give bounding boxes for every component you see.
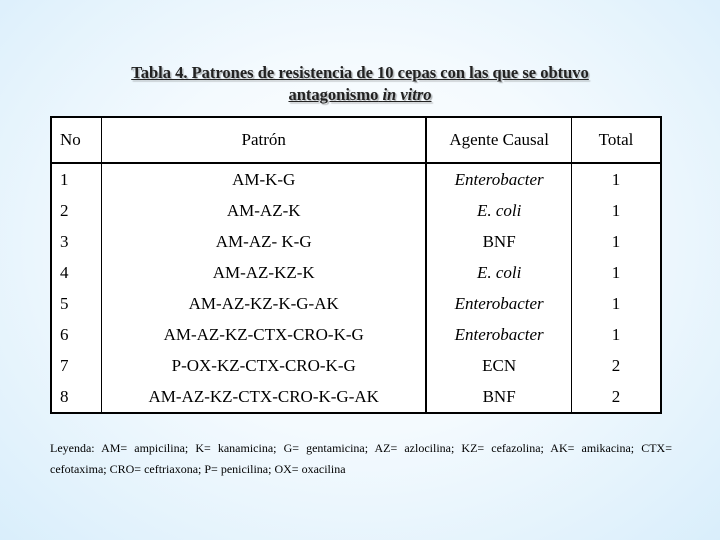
cell-no: 7: [51, 350, 102, 381]
cell-agent: E. coli: [426, 257, 571, 288]
cell-total: 1: [611, 200, 621, 220]
cell-no: 8: [51, 381, 102, 413]
table-row: [51, 319, 661, 350]
cell-total: 1: [611, 169, 621, 189]
cell-pattern: P-OX-KZ-CTX-CRO-K-G: [102, 350, 427, 381]
cell-agent: Enterobacter: [426, 288, 571, 319]
cell-pattern: AM-AZ-K: [102, 195, 427, 226]
header-row: [51, 117, 661, 163]
table-row: [51, 350, 661, 381]
legend-text: Leyenda: AM= ampicilina; K= kanamicina; G= gentamicina; AZ= azlocilina; KZ= cefazolina; AK= amikacina; CTX= cefotaxima; CRO= ceftriaxona; P= penicilina; OX= oxacilina: [50, 441, 672, 476]
header-agent: Agente Causal: [426, 117, 571, 163]
cell-total: 1: [611, 324, 621, 344]
cell-total: 2: [611, 386, 621, 406]
table-row: [51, 288, 661, 319]
cell-total: 1: [611, 293, 621, 313]
table-row: [51, 381, 661, 413]
resistance-table: [50, 116, 662, 414]
header-pattern: Patrón: [102, 117, 427, 163]
cell-agent: BNF: [426, 226, 571, 257]
table-row: [51, 195, 661, 226]
cell-pattern: AM-K-G: [102, 163, 427, 195]
cell-total: 1: [611, 262, 621, 282]
table-title-prefix: antagonismo: [288, 85, 379, 104]
cell-agent: Enterobacter: [426, 319, 571, 350]
table-title: [40, 62, 680, 106]
cell-no: 3: [51, 226, 102, 257]
table-title-line-2: [40, 84, 680, 106]
table-row: [51, 257, 661, 288]
cell-total: 1: [611, 231, 621, 251]
cell-pattern: AM-AZ-KZ-CTX-CRO-K-G: [102, 319, 427, 350]
cell-pattern: AM-AZ-KZ-K-G-AK: [102, 288, 427, 319]
cell-pattern: AM-AZ-KZ-K: [102, 257, 427, 288]
cell-no: 4: [51, 257, 102, 288]
cell-agent: Enterobacter: [426, 163, 571, 195]
cell-pattern: AM-AZ- K-G: [102, 226, 427, 257]
cell-total: 2: [611, 355, 621, 375]
cell-pattern: AM-AZ-KZ-CTX-CRO-K-G-AK: [102, 381, 427, 413]
cell-no: 5: [51, 288, 102, 319]
header-total: Total: [572, 117, 661, 163]
table-title-italic: in vitro: [382, 85, 432, 104]
header-no: No: [51, 117, 102, 163]
cell-agent: E. coli: [426, 195, 571, 226]
cell-no: 6: [51, 319, 102, 350]
cell-no: 1: [51, 163, 102, 195]
cell-no: 2: [51, 195, 102, 226]
table-row: [51, 226, 661, 257]
cell-agent: ECN: [426, 350, 571, 381]
cell-agent: BNF: [426, 381, 571, 413]
table-title-line-1: Tabla 4. Patrones de resistencia de 10 cepas con las que se obtuvo: [131, 63, 589, 82]
table-row: [51, 163, 661, 195]
